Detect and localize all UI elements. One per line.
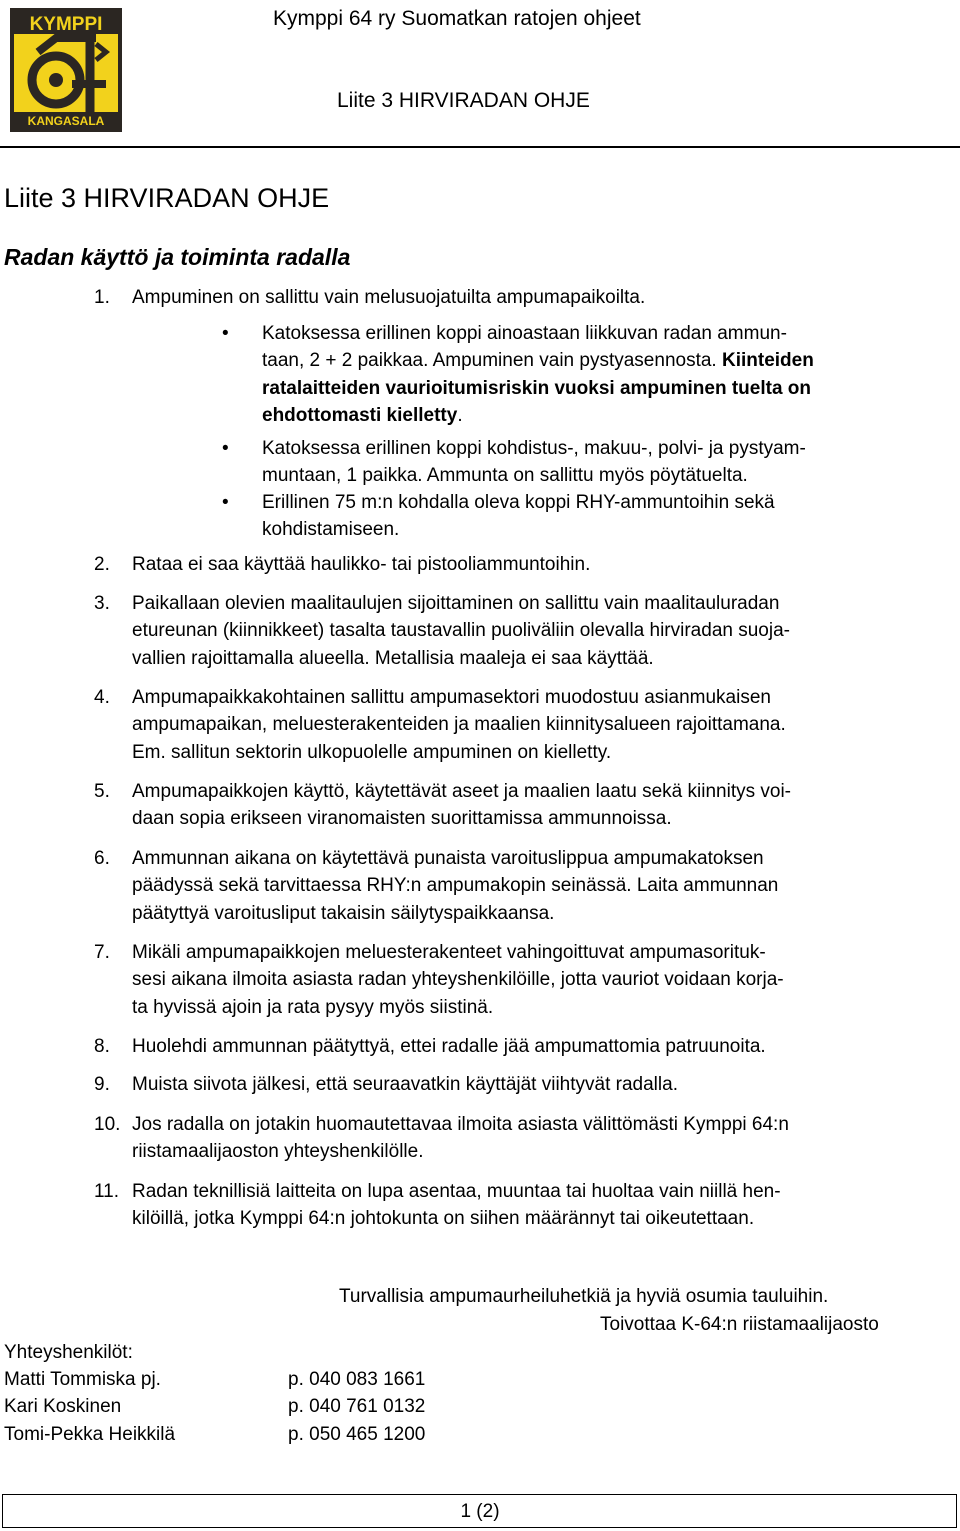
logo-bottom-text: KANGASALA (27, 114, 105, 128)
bullet-line: Katoksessa erillinen koppi ainoastaan liikkuvan radan ammun- (262, 323, 787, 344)
list-item-line: Em. sallitun sektorin ulkopuolelle ampuminen on kielletty. (132, 741, 612, 763)
list-item-line: daan sopia erikseen viranomaisten suorittamissa ammunnoissa. (132, 808, 672, 830)
list-item-line: sesi aikana ilmoita asiasta radan yhteyshenkilöille, jotta vauriot voidaan korja- (132, 969, 784, 991)
list-item-line: etureunan (kiinnikkeet) tasalta taustavallin puoliväliin olevalla hirviradan suoja- (132, 620, 790, 642)
list-number: 4. (94, 687, 110, 708)
contact-phone: p. 040 761 0132 (288, 1396, 426, 1417)
list-item-line: kilöillä, jotka Kymppi 64:n johtokunta on siihen määrännyt tai oikeutettaan. (132, 1208, 755, 1230)
header-doc: Liite 3 HIRVIRADAN OHJE (337, 89, 590, 112)
contact-phone: p. 050 465 1200 (288, 1424, 426, 1445)
bullet-bold-line: ehdottomasti kielletty (262, 404, 458, 426)
logo-top-text: KYMPPI (29, 14, 103, 35)
list-number: 1. (94, 287, 110, 308)
list-item (132, 778, 960, 833)
closing-signature: Toivottaa K-64:n riistamaalijaosto (600, 1314, 879, 1335)
list-item-line: päätyttyä varoitusliput takaisin säilytyspaikkaansa. (132, 902, 555, 924)
bullet-item (262, 320, 960, 429)
list-item-line: Ammunnan aikana on käytettävä punaista varoituslippua ampumakatoksen (132, 848, 764, 869)
bullet-line: muntaan, 1 paikka. Ammunta on sallittu myös pöytätuelta. (262, 465, 748, 487)
bullet-line: kohdistamiseen. (262, 519, 400, 541)
bullet-icon: • (222, 438, 229, 459)
list-item-line: Muista siivota jälkesi, että seuraavatkin käyttäjät viihtyvät radalla. (132, 1074, 678, 1095)
list-item-line: ampumapaikan, meluesterakenteiden ja maalien kiinnitysalueen rajoittamana. (132, 714, 786, 736)
list-item-line: Radan teknillisiä laitteita on lupa asentaa, muuntaa tai huoltaa vain niillä hen- (132, 1181, 781, 1202)
list-number: 3. (94, 593, 110, 614)
bullet-icon: • (222, 323, 229, 344)
list-item (132, 590, 960, 672)
list-item-line: Rataa ei saa käyttää haulikko- tai pistooliammuntoihin. (132, 554, 591, 575)
list-item-line: Ampumapaikkojen käyttö, käytettävät aseet ja maalien laatu sekä kiinnitys voi- (132, 781, 791, 802)
page-number: 1 (2) (460, 1501, 500, 1522)
contact-name: Matti Tommiska pj. (4, 1369, 161, 1390)
list-item-line: riistamaalijaoston yhteyshenkilölle. (132, 1141, 424, 1163)
list-number: 7. (94, 942, 110, 963)
list-item-line: ta hyvissä ajoin ja rata pysyy myös siistinä. (132, 996, 494, 1018)
list-item-line: Huolehdi ammunnan päätyttyä, ettei radalle jää ampumattomia patruunoita. (132, 1036, 766, 1057)
list-item (132, 684, 960, 766)
list-item (132, 939, 960, 1021)
list-number: 11. (94, 1181, 120, 1202)
list-item (132, 1033, 960, 1060)
header-org: Kymppi 64 ry Suomatkan ratojen ohjeet (273, 7, 641, 30)
bullet-line: Katoksessa erillinen koppi kohdistus-, makuu-, polvi- ja pystyam- (262, 438, 806, 459)
list-item-line: päädyssä sekä tarvittaessa RHY:n ampumakopin seinässä. Laita ammunnan (132, 875, 779, 897)
list-number: 6. (94, 848, 110, 869)
bullet-tail: . (457, 404, 463, 426)
bullet-icon: • (222, 492, 229, 513)
list-item-line: Ampuminen on sallittu vain melusuojatuilta ampumapaikoilta. (132, 287, 646, 308)
bullet-line: taan, 2 + 2 paikkaa. Ampuminen vain pystyasennosta. (262, 350, 722, 372)
contact-name: Kari Koskinen (4, 1396, 122, 1417)
bullet-bold: Kiinteiden (721, 350, 814, 372)
list-item (132, 1071, 960, 1098)
list-number: 9. (94, 1074, 110, 1095)
header-divider (0, 146, 960, 148)
list-item (132, 551, 960, 578)
contact-name: Tomi-Pekka Heikkilä (4, 1424, 176, 1445)
list-number: 8. (94, 1036, 110, 1057)
list-number: 10. (94, 1114, 121, 1135)
bullet-item (262, 435, 960, 490)
contacts-heading: Yhteyshenkilöt: (4, 1342, 133, 1363)
list-item (132, 284, 960, 311)
bullet-item (262, 489, 960, 544)
contact-phone: p. 040 083 1661 (288, 1369, 426, 1390)
list-item-line: Jos radalla on jotakin huomautettavaa ilmoita asiasta välittömästi Kymppi 64:n (132, 1114, 789, 1135)
list-number: 2. (94, 554, 110, 575)
kymppi-emblem-icon (10, 8, 122, 132)
list-item-line: Mikäli ampumapaikkojen meluesterakenteet vahingoittuvat ampumasorituk- (132, 942, 766, 963)
list-item-line: Paikallaan olevien maalitaulujen sijoittaminen on sallittu vain maalitauluradan (132, 593, 780, 614)
kymppi-logo (10, 8, 122, 132)
section-subtitle: Radan käyttö ja toiminta radalla (4, 244, 351, 270)
list-item (132, 1111, 960, 1166)
list-item (132, 1178, 960, 1233)
bullet-bold-line: ratalaitteiden vaurioitumisriskin vuoksi ampuminen tuelta on (262, 377, 812, 399)
list-number: 5. (94, 781, 110, 802)
list-item (132, 845, 960, 927)
list-item-line: vallien rajoittamalla alueella. Metallisia maaleja ei saa käyttää. (132, 647, 654, 669)
list-item-line: Ampumapaikkakohtainen sallittu ampumasektori muodostuu asianmukaisen (132, 687, 771, 708)
page-title: Liite 3 HIRVIRADAN OHJE (4, 183, 330, 213)
bullet-line: Erillinen 75 m:n kohdalla oleva koppi RHY-ammuntoihin sekä (262, 492, 775, 513)
closing-greeting: Turvallisia ampumaurheiluhetkiä ja hyviä osumia tauluihin. (339, 1286, 829, 1307)
